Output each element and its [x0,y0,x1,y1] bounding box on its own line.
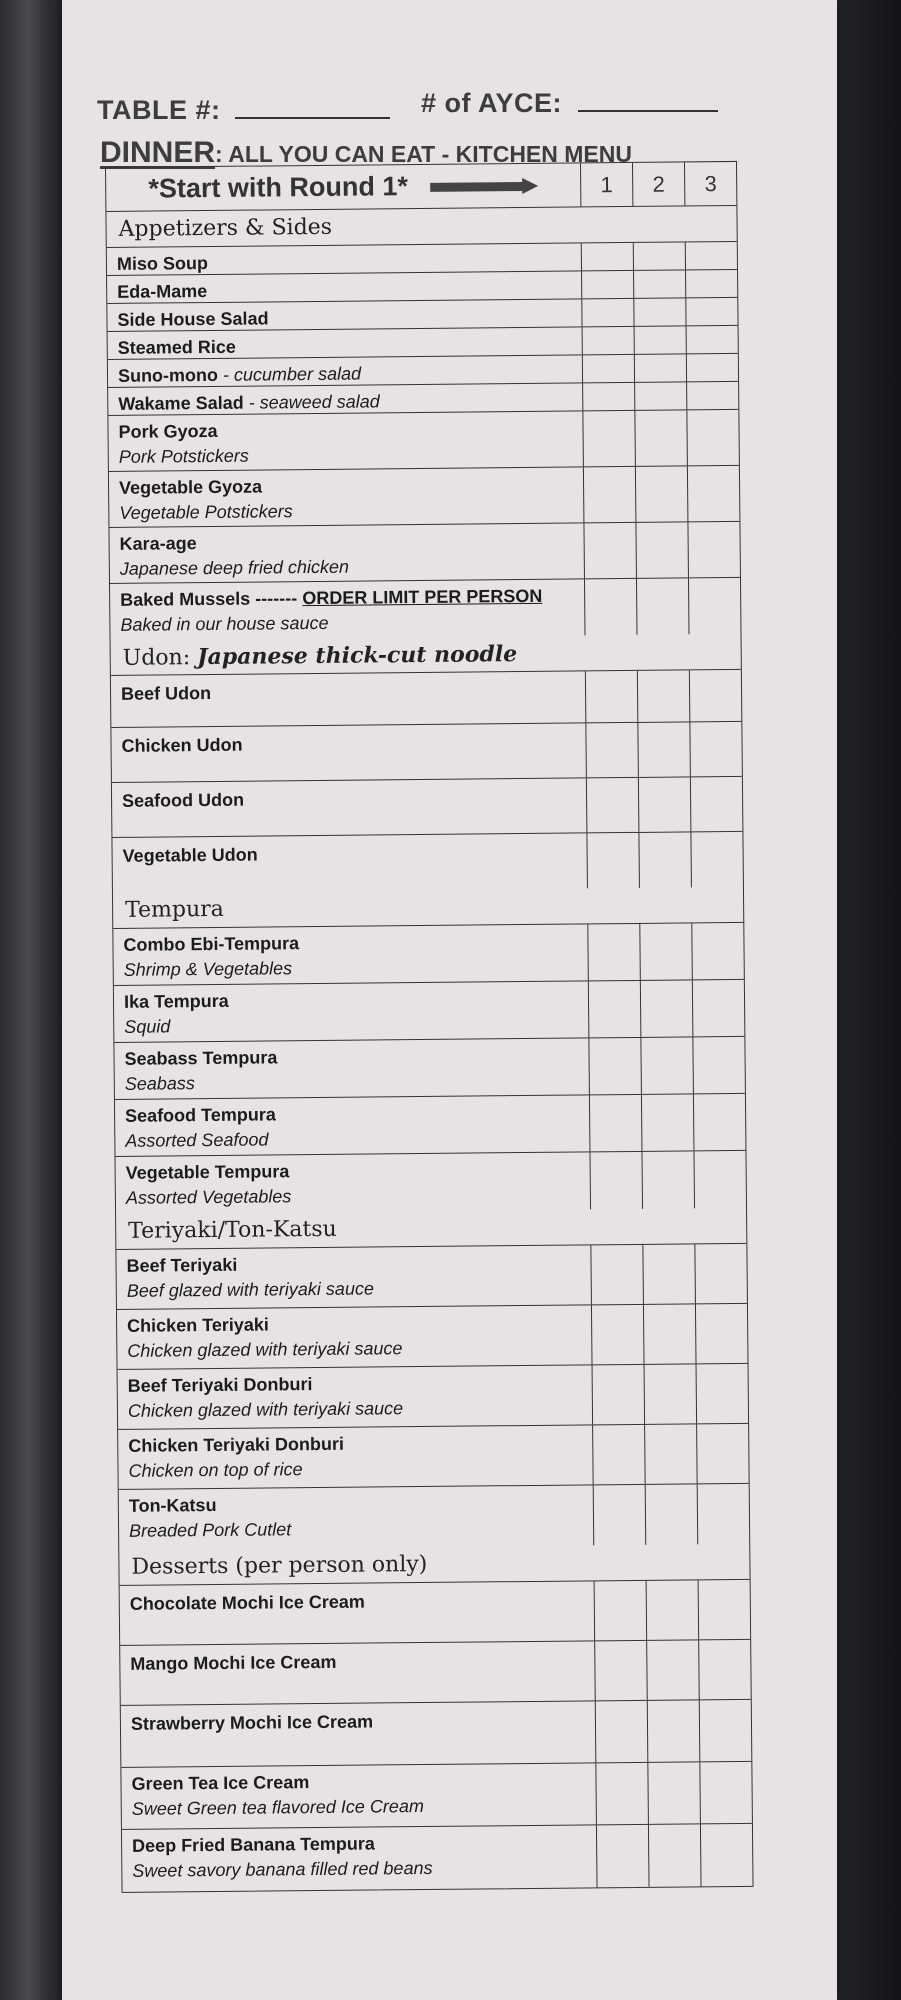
menu-item-name: Seafood Tempura [125,1104,276,1126]
menu-item-cell [107,243,581,275]
menu-item-name: Chicken Teriyaki [127,1314,269,1336]
round-1-checkbox[interactable] [586,833,639,888]
round-3-checkbox[interactable] [700,1824,753,1886]
menu-item-description: Sweet Green tea flavored Ice Cream [131,1796,424,1819]
menu-item-description: Vegetable Potstickers [119,501,293,523]
round-3-checkbox[interactable] [699,1762,752,1823]
menu-item-row [121,1762,752,1830]
menu-item-cell [110,579,585,640]
round-3-checkbox[interactable] [692,980,745,1036]
round-1-checkbox[interactable] [584,579,637,635]
table-number-label: TABLE #: [97,95,221,125]
title-subtitle: : ALL YOU CAN EAT - KITCHEN MENU [215,141,632,167]
menu-item-line [131,1707,585,1735]
section-desserts [119,1544,749,1586]
menu-item-row [118,1424,749,1490]
table-number-line [97,93,390,126]
round-1-checkbox[interactable] [585,671,637,722]
menu-item-description: Squid [124,1016,171,1037]
round-3-checkbox[interactable] [696,1364,749,1423]
menu-item-cell [116,1152,591,1214]
round-1-checkbox[interactable] [582,411,635,466]
round-2-checkbox[interactable] [646,1580,699,1639]
menu-item-cell [120,1641,595,1705]
ayce-count-line [421,86,718,119]
round-1-checkbox[interactable] [589,1095,642,1151]
order-grid [105,161,754,1893]
round-2-checkbox[interactable] [637,670,689,721]
menu-item-row [121,1700,752,1768]
round-1-checkbox[interactable] [582,355,634,382]
round-2-checkbox[interactable] [635,466,688,521]
menu-item-description: Breaded Pork Cutlet [128,1519,292,1541]
round-3-checkbox[interactable] [693,1151,746,1208]
round-2-header: 2 [632,162,684,205]
round-1-checkbox[interactable] [596,1825,649,1887]
grid-header-row [106,162,736,212]
menu-item-cell [108,355,582,387]
round-1-checkbox[interactable] [588,1038,641,1094]
round-1-checkbox[interactable] [594,1641,647,1700]
round-3-checkbox[interactable] [687,466,740,521]
round-1-checkbox[interactable] [583,523,636,578]
menu-item-description: Beef glazed with teriyaki sauce [126,1278,375,1301]
menu-item-row [110,578,741,640]
round-2-checkbox[interactable] [647,1762,700,1823]
round-3-checkbox[interactable] [695,1304,748,1363]
menu-item-row [114,1037,745,1100]
menu-item-row [109,522,740,584]
round-2-checkbox[interactable] [633,298,685,325]
menu-item-name: Green Tea Ice Cream [131,1772,310,1794]
round-1-checkbox[interactable] [595,1701,648,1762]
menu-item-name: Chicken Udon [121,734,243,756]
round-2-checkbox[interactable] [642,1244,695,1303]
menu-item-cell [121,1763,596,1829]
menu-item-description: Baked in our house sauce [120,612,329,635]
round-1-checkbox[interactable] [592,1365,645,1424]
section-appetizers [106,206,736,248]
menu-item-cell [122,1825,597,1892]
round-1-checkbox[interactable] [582,327,634,354]
round-1-checkbox[interactable] [581,271,633,298]
menu-item-name: Vegetable Gyoza [118,476,263,498]
menu-item-name: Ton-Katsu [128,1494,217,1516]
round-1-checkbox[interactable] [592,1425,645,1484]
menu-item-row [118,1364,749,1430]
round-1-checkbox[interactable] [582,383,634,410]
round-2-checkbox[interactable] [646,1640,699,1699]
menu-item-cell [112,833,587,893]
menu-item-cell [113,924,588,985]
menu-item-name: Ika Tempura [123,990,229,1012]
arrow-right-icon [430,177,538,194]
menu-item-name: Miso Soup [116,253,209,274]
menu-item-row [113,923,744,986]
menu-item-row [109,466,740,528]
ayce-count-label: # of AYCE: [421,88,563,118]
menu-item-row [114,980,745,1043]
menu-item-cell [111,671,585,727]
menu-item-name: Deep Fried Banana Tempura [132,1833,375,1856]
menu-item-name: Vegetable Udon [122,844,258,866]
menu-item-row [112,777,742,838]
menu-item-row [116,1151,747,1214]
menu-item-cell [120,1581,595,1645]
round-2-checkbox[interactable] [637,722,690,776]
round-2-checkbox[interactable] [645,1484,698,1544]
menu-item-line [122,840,576,868]
section-tempura [113,887,743,929]
round-2-checkbox[interactable] [641,1094,694,1150]
menu-item-description: Pork Potstickers [118,445,249,467]
round-1-checkbox[interactable] [587,924,640,980]
round-2-checkbox[interactable] [634,382,686,409]
round-2-checkbox[interactable] [634,410,687,465]
menu-item-row [111,670,741,728]
menu-item-cell [109,523,584,583]
menu-item-cell [112,778,586,837]
round-3-checkbox[interactable] [686,326,738,353]
menu-item-line [130,1587,584,1615]
round-2-checkbox[interactable] [643,1304,696,1363]
menu-item-row [122,1824,753,1892]
round-2-checkbox[interactable] [638,832,691,887]
menu-item-inline-desc: - seaweed salad [243,391,380,413]
round-2-checkbox[interactable] [638,777,691,831]
menu-item-description: Chicken glazed with teriyaki sauce [127,1398,404,1421]
menu-item-name: Wakame Salad [118,392,244,414]
round-2-checkbox[interactable] [633,242,685,269]
round-3-checkbox[interactable] [687,522,740,577]
round-3-checkbox[interactable] [690,777,743,831]
round-2-checkbox[interactable] [634,326,686,353]
menu-item-name: Kara-age [119,533,197,554]
menu-item-cell [114,981,589,1042]
menu-item-cell [108,411,583,471]
round-2-checkbox[interactable] [644,1364,697,1423]
menu-item-name: Suno-mono [117,364,219,386]
round-3-checkbox[interactable] [693,1094,746,1150]
menu-item-name: Seafood Udon [121,789,245,811]
round-2-checkbox[interactable] [641,1151,694,1208]
round-1-checkbox[interactable] [586,778,639,832]
table-number-field[interactable] [235,93,390,119]
menu-item-row [120,1640,751,1706]
section-title: Desserts (per person only) [131,1551,428,1580]
round-2-checkbox[interactable] [636,578,689,634]
menu-item-description: Assorted Vegetables [125,1186,292,1208]
menu-item-description: Seabass [124,1073,195,1094]
menu-item-description: Sweet savory banana filled red beans [132,1857,433,1881]
menu-item-cell [108,383,582,415]
menu-item-row [111,722,741,783]
menu-item-cell [111,723,585,782]
round-2-checkbox[interactable] [648,1824,701,1886]
round-1-checkbox[interactable] [593,1485,646,1545]
round-1-checkbox[interactable] [590,1245,643,1304]
menu-item-name: Steamed Rice [117,336,236,358]
round-3-checkbox[interactable] [692,1037,745,1093]
menu-item-name: Beef Teriyaki Donburi [127,1374,313,1396]
round-1-checkbox[interactable] [581,299,633,326]
round-3-header: 3 [684,162,736,205]
start-round-label: *Start with Round 1* [148,171,409,204]
menu-item-row [116,1244,747,1310]
round-2-checkbox[interactable] [639,923,692,979]
round-3-checkbox[interactable] [689,670,741,721]
round-1-checkbox[interactable] [589,1152,642,1209]
menu-item-name: Chicken Teriyaki Donburi [128,1433,345,1456]
section-title: Teriyaki/Ton-Katsu [128,1216,337,1244]
menu-item-row [115,1094,746,1157]
round-3-checkbox[interactable] [685,298,737,325]
round-3-checkbox[interactable] [690,832,743,887]
menu-item-cell [114,1038,589,1099]
menu-item-cell [119,1485,594,1550]
round-3-checkbox[interactable] [694,1244,747,1303]
round-1-checkbox[interactable] [595,1763,648,1824]
menu-item-line [122,785,576,813]
menu-item-name: Pork Gyoza [118,420,218,442]
menu-item-row [112,832,742,893]
menu-item-name: Seabass Tempura [124,1047,278,1069]
round-2-checkbox[interactable] [644,1424,697,1483]
round-3-checkbox[interactable] [698,1580,751,1639]
round-3-checkbox[interactable] [685,270,737,297]
round-2-checkbox[interactable] [635,522,688,577]
round-3-checkbox[interactable] [689,722,742,776]
round-1-checkbox[interactable] [583,467,636,522]
section-title: Appetizers & Sides [118,214,333,242]
menu-item-cell [115,1095,590,1156]
menu-item-name: Chocolate Mochi Ice Cream [129,1591,365,1614]
section-title: Udon: Japanese thick-cut noodle [122,641,518,671]
table-surface-left [0,0,70,2000]
round-1-checkbox[interactable] [588,981,641,1037]
round-2-checkbox[interactable] [634,354,686,381]
round-2-checkbox[interactable] [647,1700,700,1761]
round-1-checkbox[interactable] [594,1581,647,1640]
menu-item-cell [121,1701,596,1767]
title-dinner: DINNER [100,136,216,169]
menu-item-name: Eda-Mame [117,281,208,302]
menu-item-row [120,1580,751,1646]
menu-item-row [117,1304,748,1370]
round-3-checkbox[interactable] [686,410,739,465]
menu-item-name: Strawberry Mochi Ice Cream [130,1711,374,1734]
section-teriyaki [116,1208,746,1250]
round-3-checkbox[interactable] [686,382,738,409]
menu-item-inline-desc: - cucumber salad [217,363,362,385]
menu-item-name: Beef Teriyaki [126,1254,238,1276]
round-3-checkbox[interactable] [699,1700,752,1761]
menu-item-name: Side House Salad [117,308,269,330]
round-2-checkbox[interactable] [640,980,693,1036]
ayce-count-field[interactable] [578,86,718,112]
round-3-checkbox[interactable] [688,578,741,634]
round-3-checkbox[interactable] [686,354,738,381]
menu-item-cell [118,1425,593,1489]
order-limit-note: ORDER LIMIT PER PERSON [302,585,543,609]
menu-item-line [121,730,575,758]
menu-item-cell [118,1365,593,1429]
menu-item-description: Chicken on top of rice [128,1459,303,1481]
round-1-checkbox[interactable] [591,1305,644,1364]
menu-item-cell [108,327,582,359]
round-1-checkbox[interactable] [581,243,633,270]
round-2-checkbox[interactable] [633,270,685,297]
menu-item-name: Combo Ebi-Tempura [123,933,300,955]
round-3-checkbox[interactable] [698,1640,751,1699]
menu-item-cell [107,271,581,303]
round-3-checkbox[interactable] [696,1424,749,1483]
menu-item-description: Chicken glazed with teriyaki sauce [127,1338,403,1361]
round-3-checkbox[interactable] [691,923,744,979]
round-2-checkbox[interactable] [640,1037,693,1093]
menu-item-cell [116,1245,591,1309]
menu-item-name: Beef Udon [120,683,212,704]
round-1-header: 1 [580,163,632,206]
round-3-checkbox[interactable] [697,1484,750,1544]
menu-item-description: Assorted Seafood [125,1129,269,1151]
round-1-checkbox[interactable] [585,723,638,777]
menu-item-name: Vegetable Tempura [125,1161,290,1183]
menu-item-description: Japanese deep fried chicken [119,556,350,579]
section-title: Tempura [125,896,224,923]
menu-item-line [130,1647,584,1675]
menu-item-cell [107,299,581,331]
menu-item-line [121,678,575,706]
menu-item-cell [117,1305,592,1369]
menu-item-name: Mango Mochi Ice Cream [130,1651,337,1674]
menu-item-row [119,1484,750,1550]
menu-item-cell [109,467,584,527]
menu-item-row [108,410,739,472]
menu-item-name: Baked Mussels ------- [120,588,298,610]
section-udon [111,634,741,676]
menu-item-description: Shrimp & Vegetables [123,958,293,980]
round-3-checkbox[interactable] [685,242,737,269]
